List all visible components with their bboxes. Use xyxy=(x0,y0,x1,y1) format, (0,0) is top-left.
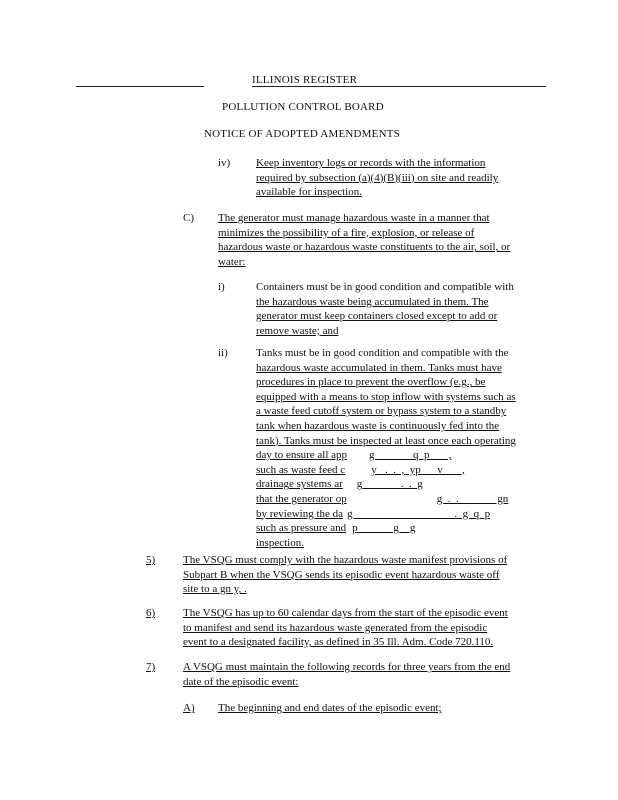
item-ii-line: inspection. xyxy=(256,536,304,549)
item-i-line: generator must keep containers closed except to add or xyxy=(256,310,498,323)
item-ii-fragment-line xyxy=(256,507,516,522)
item-c-line: minimizes the possibility of a fire, explosion, or release of xyxy=(218,226,475,239)
item-5-line: Subpart B when the VSQG sends its episodic event hazardous waste off xyxy=(183,568,500,581)
item-ii-fragment-line xyxy=(256,448,516,463)
item-ii-line: Tanks must be in good condition and compatible with the xyxy=(256,347,509,359)
fragment-right: y . . , yp v , xyxy=(371,463,465,476)
item-c-text xyxy=(218,211,510,269)
fragment-left: such as pressure and xyxy=(256,522,347,535)
item-5-marker: 5) xyxy=(146,554,156,566)
item-6-line: The VSQG has up to 60 calendar days from the start of the episodic event xyxy=(183,607,508,619)
notice-title: NOTICE OF ADOPTED AMENDMENTS xyxy=(204,128,400,140)
item-ii-fragment-line xyxy=(256,492,516,507)
header-rule-right xyxy=(252,86,546,87)
item-ii-text xyxy=(256,346,516,550)
item-ii-line: tank when hazardous waste is continuously fed into the xyxy=(256,419,500,432)
item-ii-line: procedures in place to prevent the overflow (e.g., be xyxy=(256,376,486,389)
item-5-line: The VSQG must comply with the hazardous waste manifest provisions of xyxy=(183,554,508,566)
item-c-line: hazardous waste or hazardous waste constituents to the air, soil, or xyxy=(218,241,511,254)
item-6-line: to manifest and send its hazardous waste generated from the episodic xyxy=(183,621,488,634)
item-ii-fragment-line xyxy=(256,463,516,478)
item-ii-fragment-line xyxy=(256,477,516,492)
item-i-text xyxy=(256,280,514,338)
item-ii-line: a waste feed cutoff system or bypass system to a standby xyxy=(256,405,507,418)
item-5-text xyxy=(183,553,507,597)
board-title: POLLUTION CONTROL BOARD xyxy=(222,101,384,113)
item-a-text xyxy=(218,701,442,716)
item-a-line: The beginning and end dates of the episodic event; xyxy=(218,702,442,714)
item-ii-marker: ii) xyxy=(218,347,228,359)
item-ii-fragment-line xyxy=(256,521,516,536)
fragment-right: p g g xyxy=(352,522,416,535)
fragment-left: such as waste feed c xyxy=(256,463,346,476)
fragment-left: by reviewing the da xyxy=(256,507,344,520)
fragment-left: day to ensure all app xyxy=(256,449,348,462)
fragment-right: g . g q p xyxy=(347,507,491,520)
register-title: ILLINOIS REGISTER xyxy=(252,74,358,86)
item-7-text xyxy=(183,660,510,689)
item-i-line: Containers must be in good condition and compatible with xyxy=(256,281,514,293)
item-7-line: date of the episodic event: xyxy=(183,675,299,688)
item-iv-marker: iv) xyxy=(218,157,231,169)
item-iv-line: Keep inventory logs or records with the information xyxy=(256,157,486,169)
fragment-left: drainage systems ar xyxy=(256,478,343,491)
item-iv-text xyxy=(256,156,498,200)
item-7-marker: 7) xyxy=(146,661,156,673)
fragment-right: g . . g xyxy=(356,478,423,491)
item-iv-line: required by subsection (a)(4)(B)(iii) on site and readily xyxy=(256,171,499,184)
fragment-left: that the generator op xyxy=(256,492,347,505)
item-i-line: remove waste; and xyxy=(256,324,339,337)
item-6-line: event to a designated facility, as defined in 35 Ill. Adm. Code 720.110. xyxy=(183,636,494,649)
fragment-right: g . . gn xyxy=(436,492,509,505)
item-i-marker: i) xyxy=(218,281,225,293)
item-5-line: site to a gn y, . xyxy=(183,583,247,596)
item-ii-line: hazardous waste accumulated in them. Tanks must have xyxy=(256,361,502,374)
item-6-marker: 6) xyxy=(146,607,156,619)
header-rule-left xyxy=(76,86,204,87)
item-c-marker: C) xyxy=(183,212,194,224)
item-a-marker: A) xyxy=(183,702,195,714)
item-c-line: water: xyxy=(218,255,246,268)
item-c-line: The generator must manage hazardous waste in a manner that xyxy=(218,212,490,224)
item-6-text xyxy=(183,606,508,650)
item-7-line: A VSQG must maintain the following records for three years from the end xyxy=(183,661,511,673)
item-i-line: the hazardous waste being accumulated in them. The xyxy=(256,295,489,308)
item-ii-line: tank). Tanks must be inspected at least once each operating xyxy=(256,434,516,447)
item-ii-line: equipped with a means to stop inflow with systems such as xyxy=(256,390,516,403)
fragment-right: g q p , xyxy=(369,449,452,462)
item-iv-line: available for inspection. xyxy=(256,186,362,199)
